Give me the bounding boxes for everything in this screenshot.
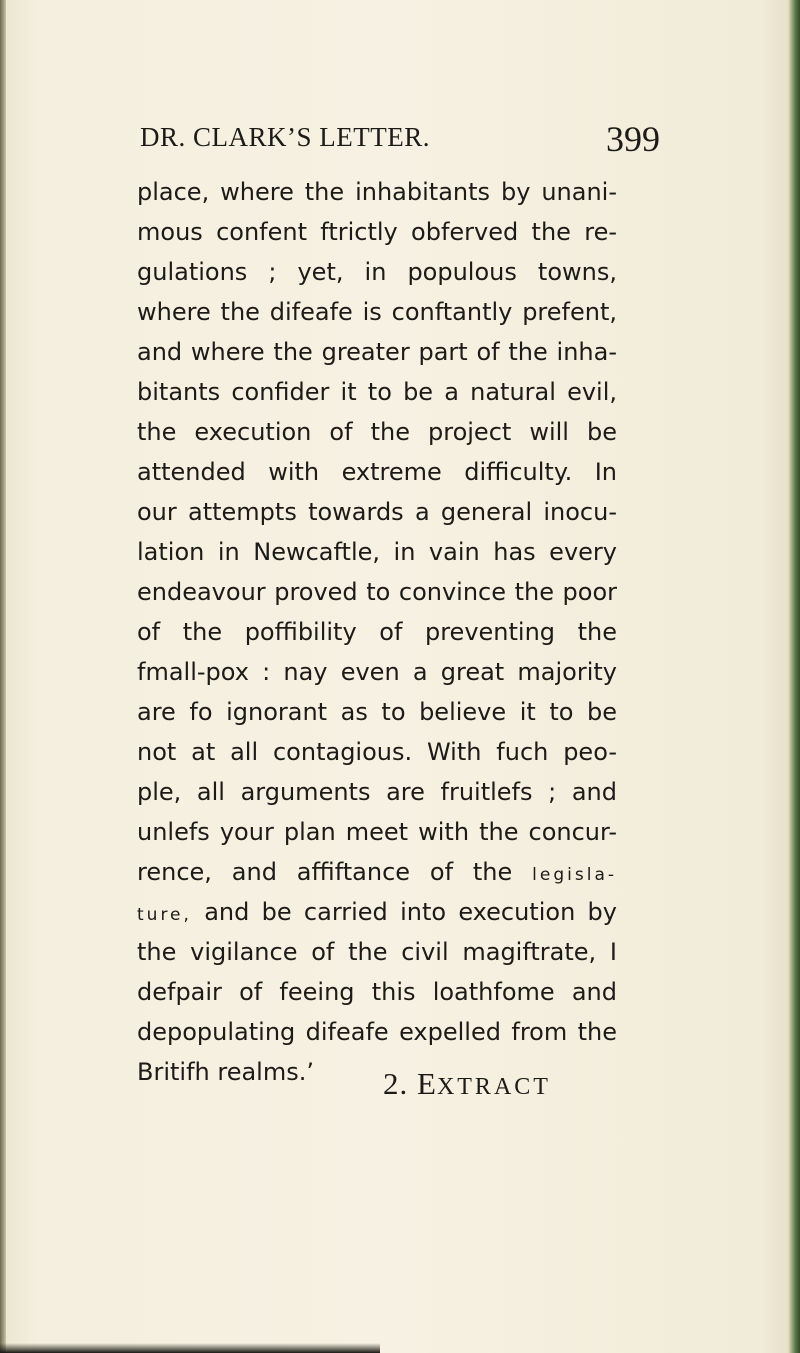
body-text — [137, 172, 617, 1092]
text-line: the execution of the project will be — [137, 418, 617, 446]
text-segment: rence, and affiftance of the — [137, 858, 513, 886]
catchword-rest: XTRACT — [436, 1074, 551, 1100]
text-line: not at all contagious. With fuch peo- — [137, 738, 617, 766]
text-line: place, where the inhabitants by unani- — [137, 178, 617, 206]
text-segment: and be carried into execution by — [204, 898, 617, 926]
page-edge-right — [788, 0, 800, 1353]
catchword-initial: E — [417, 1066, 437, 1101]
text-line: where the difeafe is conftantly prefent, — [137, 298, 617, 326]
text-line: and where the greater part of the inha- — [137, 338, 617, 366]
text-line: ple, all arguments are fruitlefs ; and — [137, 778, 617, 806]
text-line: attended with extreme difficulty. In — [137, 458, 617, 486]
page-header — [140, 118, 660, 162]
text-line: of the poffibility of preventing the — [137, 618, 617, 646]
text-line-with-smallcaps — [137, 892, 617, 932]
page-number: 399 — [606, 119, 660, 159]
smallcaps-word: legisla- — [532, 865, 617, 885]
page-edge-left — [0, 0, 6, 1353]
text-line: lation in Newcaftle, in vain has every — [137, 538, 617, 566]
text-line: bitants confider it to be a natural evil, — [137, 378, 617, 406]
text-line: unlefs your plan meet with the concur- — [137, 818, 617, 846]
text-line: our attempts towards a general inocu- — [137, 498, 617, 526]
text-line: gulations ; yet, in populous towns, — [137, 258, 617, 286]
text-line-with-smallcaps — [137, 852, 617, 892]
page-edge-bottom — [0, 1343, 380, 1353]
text-line: fmall-pox : nay even a great majority — [137, 658, 617, 686]
text-line: defpair of feeing this loathfome and — [137, 978, 617, 1006]
text-line: the vigilance of the civil magiftrate, I — [137, 938, 617, 966]
text-line: are fo ignorant as to believe it to be — [137, 698, 617, 726]
smallcaps-word: ture, — [137, 905, 192, 925]
text-line: depopulating difeafe expelled from the — [137, 1018, 617, 1046]
text-line: Britifh realms.’ — [137, 1058, 314, 1086]
text-line: endeavour proved to convince the poor — [137, 578, 617, 606]
running-title: DR. CLARK’S LETTER. — [140, 122, 430, 152]
catchword-number: 2. — [383, 1066, 409, 1101]
text-line: mous confent ftrictly obferved the re- — [137, 218, 617, 246]
catchword — [383, 1066, 551, 1102]
